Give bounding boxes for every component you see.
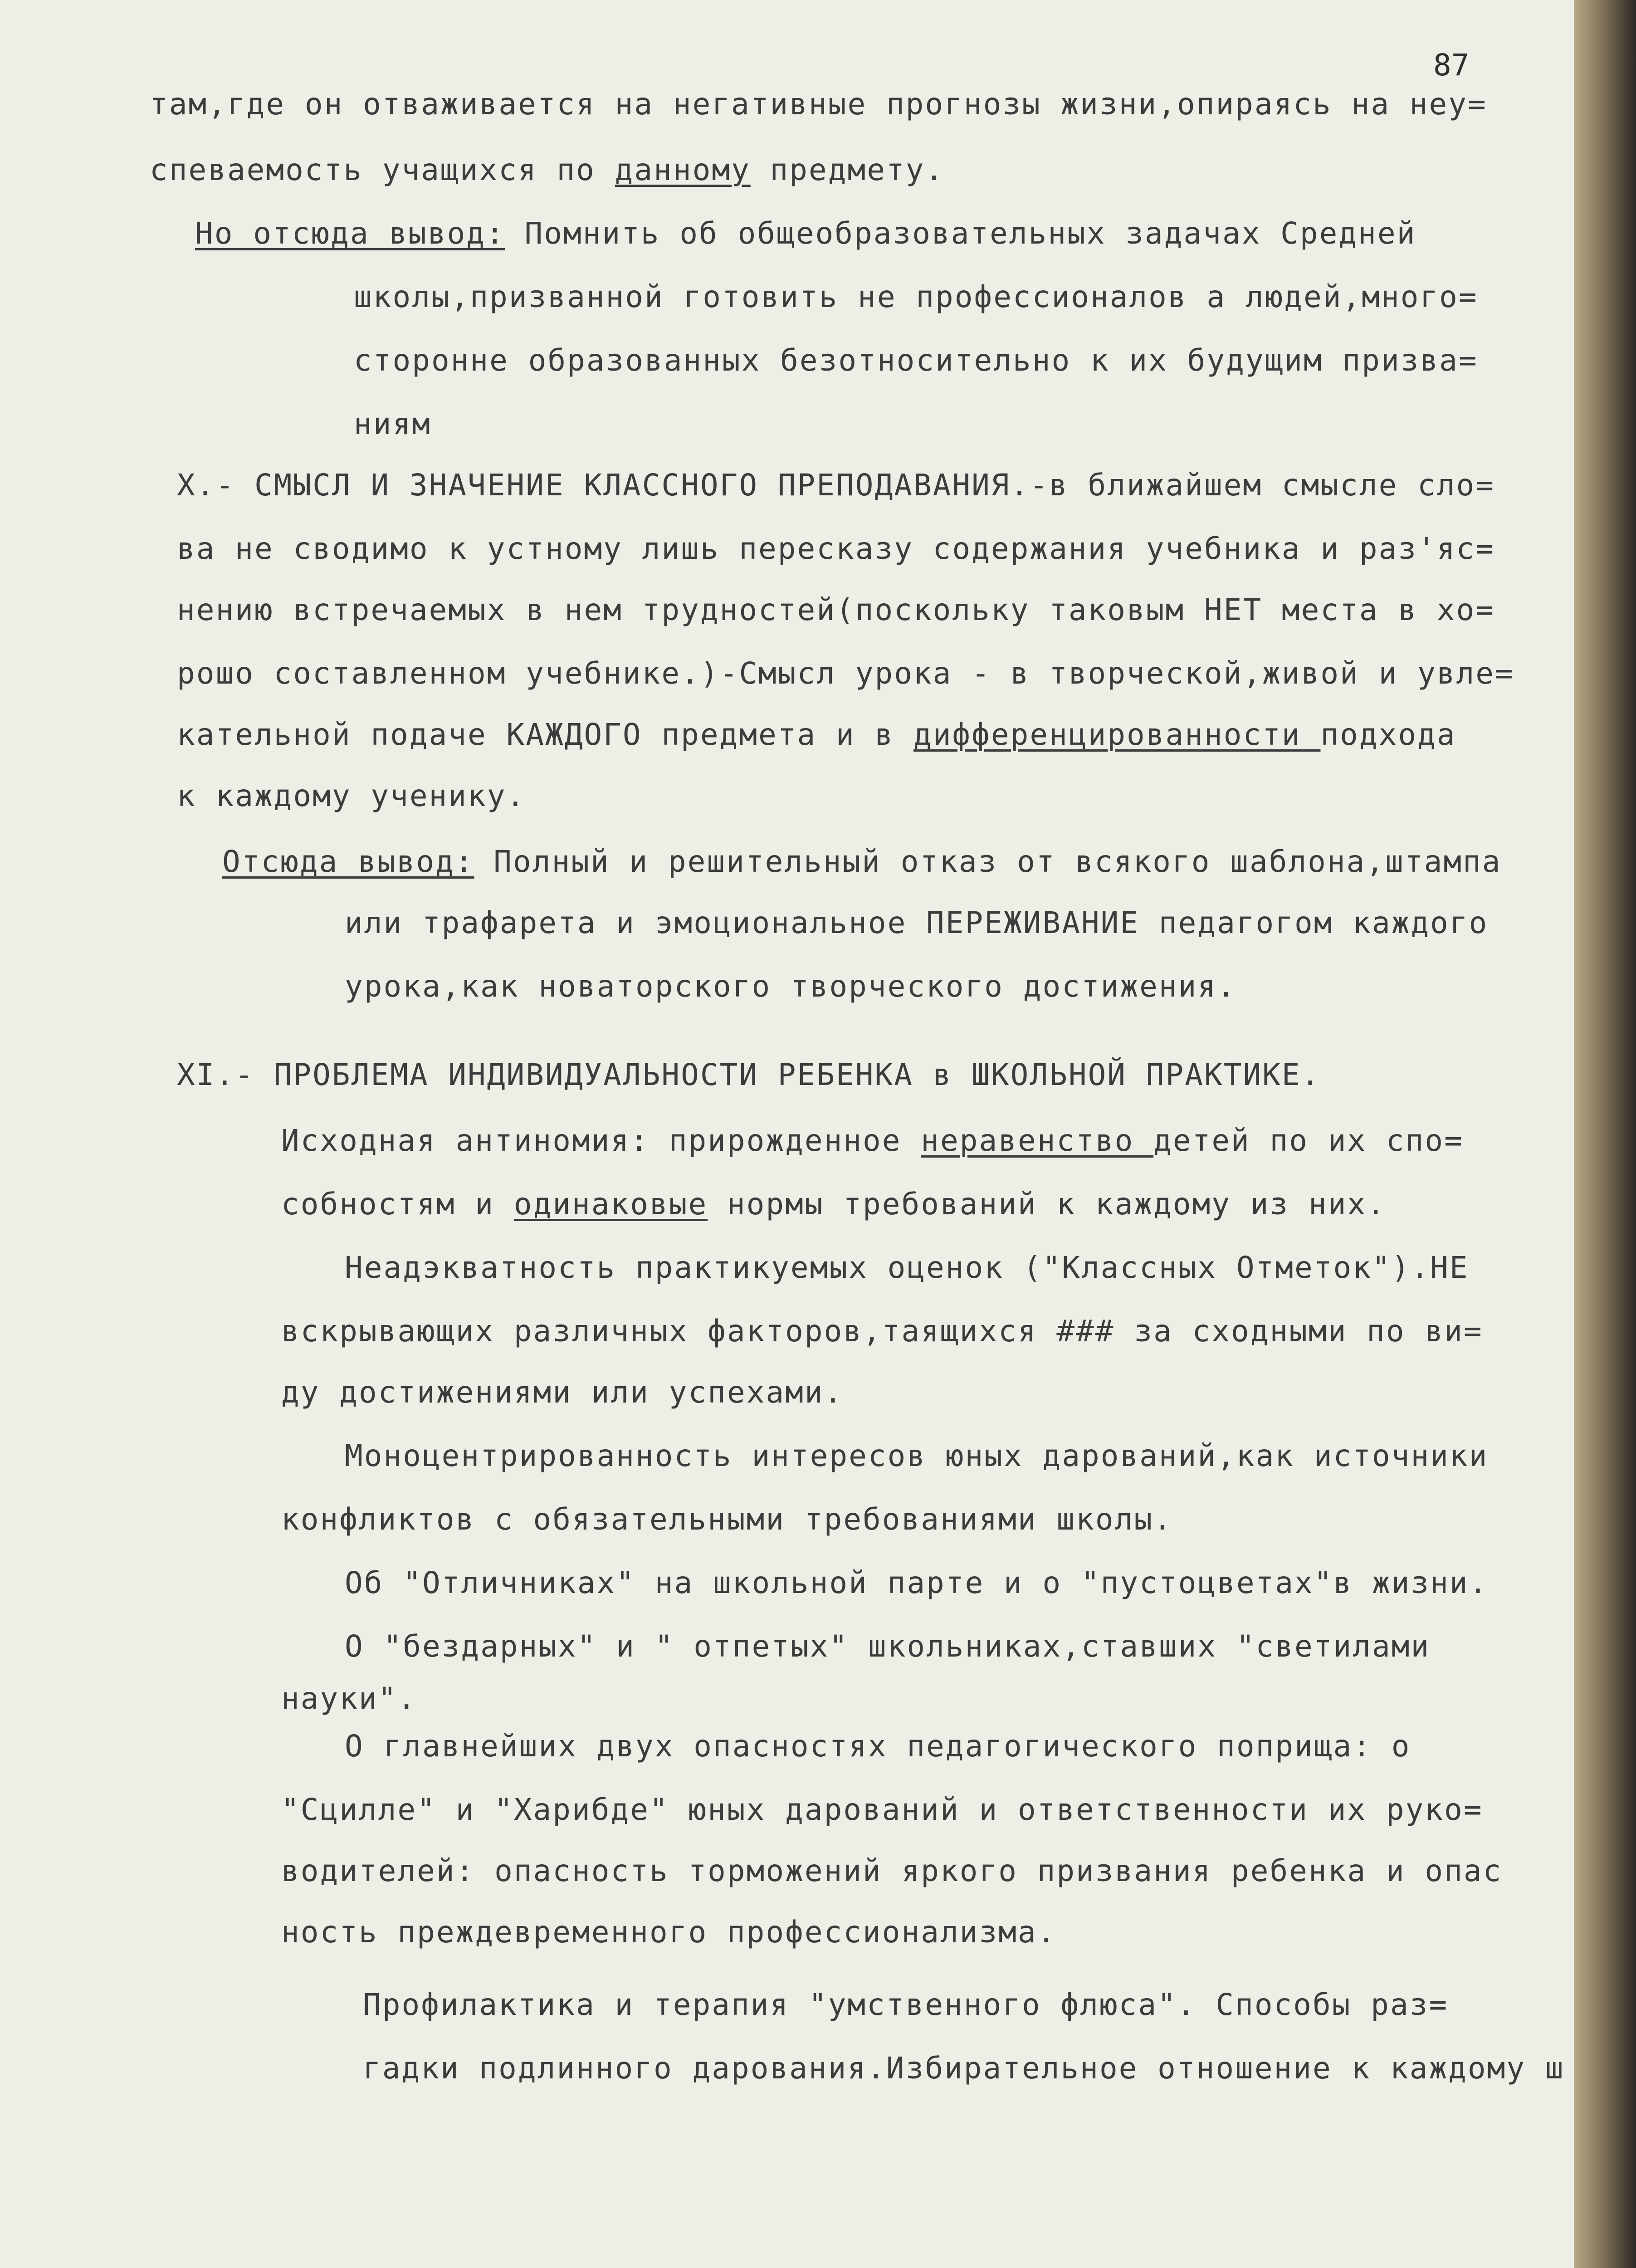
text-run: подхода	[1320, 717, 1456, 752]
text-line: "Сцилле" и "Харибде" юных дарований и ответственности их руко=	[281, 1792, 1483, 1827]
text-line	[281, 1186, 1386, 1222]
underlined-word: дифференцированности	[913, 717, 1321, 752]
underlined-word: неравенство	[921, 1123, 1154, 1158]
page-edge-shadow	[1574, 0, 1636, 2268]
text-line: конфликтов с обязательными требованиями школы.	[281, 1502, 1173, 1537]
text-line: там,где он отваживается на негативные прогнозы жизни,опираясь на неу=	[150, 87, 1487, 122]
section-heading-x: X.- СМЫСЛ И ЗНАЧЕНИЕ КЛАССНОГО ПРЕПОДАВАНИЯ.-в ближайшем смысле сло=	[177, 468, 1495, 503]
text-run: Помнить об общеобразовательных задачах Средней	[505, 216, 1416, 251]
text-run: детей по их спо=	[1153, 1123, 1464, 1158]
text-line: науки".	[281, 1681, 417, 1716]
conclusion-line	[195, 215, 1416, 252]
text-line: ду достижениями или успехами.	[281, 1375, 844, 1410]
text-line	[281, 1123, 1464, 1159]
underlined-word: одинаковые	[513, 1187, 708, 1222]
section-heading-xi: XI.- ПРОБЛЕМА ИНДИВИДУАЛЬНОСТИ РЕБЕНКА в ШКОЛЬНОЙ ПРАКТИКЕ.	[177, 1057, 1321, 1092]
text-line: к каждому ученику.	[177, 778, 526, 813]
text-line: рошо составленном учебнике.)-Смысл урока - в творческой,живой и увле=	[177, 656, 1514, 691]
text-line: Моноцентрированность интересов юных дарований,как источники	[345, 1438, 1489, 1473]
text-run: кательной подаче КАЖДОГО предмета и в	[177, 717, 913, 752]
text-run: спеваемость учащихся по	[150, 152, 615, 187]
text-line: урока,как новаторского творческого достижения.	[345, 969, 1236, 1004]
page-number: 87	[1433, 48, 1470, 83]
text-line	[177, 717, 1456, 753]
text-line: гадки подлинного дарования.Избирательное отношение к каждому ш	[363, 2051, 1565, 2086]
conclusion-label: Но отсюда вывод:	[195, 216, 505, 251]
underlined-word: данному	[615, 152, 751, 187]
text-line: Профилактика и терапия "умственного флюса". Способы раз=	[363, 1987, 1449, 2022]
text-line: нению встречаемых в нем трудностей(поскольку таковым НЕТ места в хо=	[177, 592, 1495, 627]
conclusion-label: Отсюда вывод:	[222, 844, 474, 879]
text-line: Неадэкватность практикуемых оценок ("Классных Отметок").НЕ	[345, 1250, 1469, 1285]
text-run: предмету.	[750, 152, 945, 187]
text-line: ва не сводимо к устному лишь пересказу содержания учебника и раз'яс=	[177, 531, 1495, 566]
text-run: Полный и решительный отказ от всякого шаблона,штампа	[474, 844, 1502, 879]
text-line	[150, 152, 944, 188]
text-run: нормы требований к каждому из них.	[708, 1187, 1386, 1222]
text-line: вскрывающих различных факторов,таящихся ### за сходными по ви=	[281, 1314, 1483, 1349]
text-line: ность преждевременного профессионализма.	[281, 1915, 1057, 1950]
text-line: школы,призванной готовить не профессионалов а людей,много=	[354, 279, 1478, 314]
text-line: Об "Отличниках" на школьной парте и о "пустоцветах"в жизни.	[345, 1565, 1489, 1600]
text-run: Исходная антиномия: прирожденное	[281, 1123, 921, 1158]
text-line: О "бездарных" и " отпетых" школьниках,ставших "светилами	[345, 1629, 1431, 1664]
text-line: водителей: опасность торможений яркого призвания ребенка и опас	[281, 1853, 1503, 1888]
conclusion-line	[222, 844, 1502, 880]
text-line: сторонне образованных безотносительно к их будущим призва=	[354, 343, 1478, 378]
text-line: О главнейших двух опасностях педагогического поприща: о	[345, 1729, 1411, 1764]
text-line: или трафарета и эмоциональное ПЕРЕЖИВАНИЕ педагогом каждого	[345, 905, 1489, 940]
text-run: собностям и	[281, 1187, 514, 1222]
text-line: ниям	[354, 406, 431, 441]
